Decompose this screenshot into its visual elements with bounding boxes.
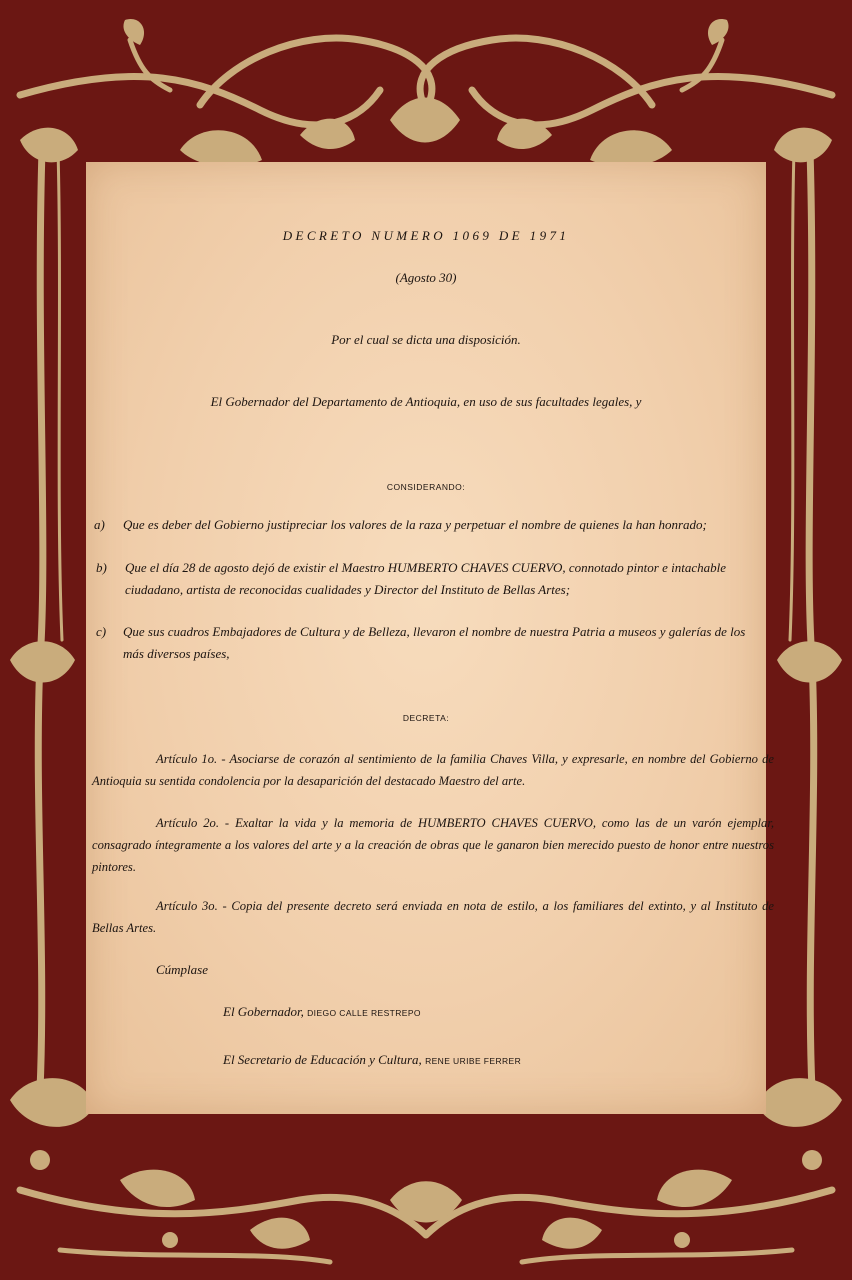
article-3 — [92, 895, 774, 939]
considerando-text-b-line2: ciudadano, artista de reconocidas cualidades y Director del Instituto de Bellas Artes; — [125, 582, 571, 597]
left-vine — [38, 150, 43, 1090]
considerando-label-a: a) — [94, 517, 105, 532]
left-knot — [10, 641, 75, 682]
signature-secretary-name: RENE URIBE FERRER — [425, 1056, 522, 1066]
article-2-heading: Artículo 2o. - — [156, 816, 230, 830]
signature-governor-name: DIEGO CALLE RESTREPO — [307, 1008, 421, 1018]
right-knot — [777, 641, 842, 682]
considerando-text-a: Que es deber del Gobierno justipreciar los valores de la raza y perpetuar el nombre de quienes la han honrado; — [123, 517, 707, 532]
decree-date: (Agosto 30) — [395, 270, 457, 285]
considerando-text-b-line1: Que el día 28 de agosto dejó de existir el Maestro HUMBERTO CHAVES CUERVO, connotado pintor e intachable — [125, 560, 726, 575]
considerando-text-c-line1: Que sus cuadros Embajadores de Cultura y de Belleza, llevaron el nombre de nuestra Patria a museos y galerías de los — [123, 624, 746, 639]
article-3-text: Copia del presente decreto será enviada en nota de estilo, a los familiares del extinto, y al Instituto de Bellas Artes. — [92, 899, 774, 935]
article-2-text: Exaltar la vida y la memoria de HUMBERTO CHAVES CUERVO, como las de un varón ejemplar, consagrado íntegramente a los valores del arte y a la creación de obras que le ganaron bien merecido puesto de honor entre nuestros pintores. — [92, 816, 774, 874]
signature-governor — [223, 1004, 421, 1020]
considerando-text-c-line2: más diversos países, — [123, 646, 230, 661]
decreta-heading: DECRETA: — [402, 713, 450, 723]
article-1 — [92, 748, 774, 792]
considerando-label-b: b) — [96, 560, 107, 575]
decree-preamble: El Gobernador del Departamento de Antioquia, en uso de sus facultades legales, y — [210, 394, 642, 409]
decree-title: DECRETO NUMERO 1069 DE 1971 — [282, 228, 570, 243]
signature-secretary — [223, 1052, 521, 1068]
article-1-text: Asociarse de corazón al sentimiento de la familia Chaves Villa, y expresarle, en nombre del Gobierno de Antioquia su sentida condolencia por la desaparición del destacado Maestro del arte. — [92, 752, 774, 788]
right-vine — [809, 150, 814, 1090]
considerando-heading: CONSIDERANDO: — [386, 482, 466, 492]
closing-cumplase: Cúmplase — [156, 962, 208, 977]
article-3-heading: Artículo 3o. - — [156, 899, 227, 913]
article-2 — [92, 812, 774, 878]
considerando-label-c: c) — [96, 624, 107, 639]
article-1-heading: Artículo 1o. - — [156, 752, 226, 766]
signature-governor-role: El Gobernador, — [223, 1004, 304, 1019]
decree-subject: Por el cual se dicta una disposición. — [331, 332, 521, 347]
signature-secretary-role: El Secretario de Educación y Cultura, — [223, 1052, 422, 1067]
decree-document — [86, 162, 774, 1114]
